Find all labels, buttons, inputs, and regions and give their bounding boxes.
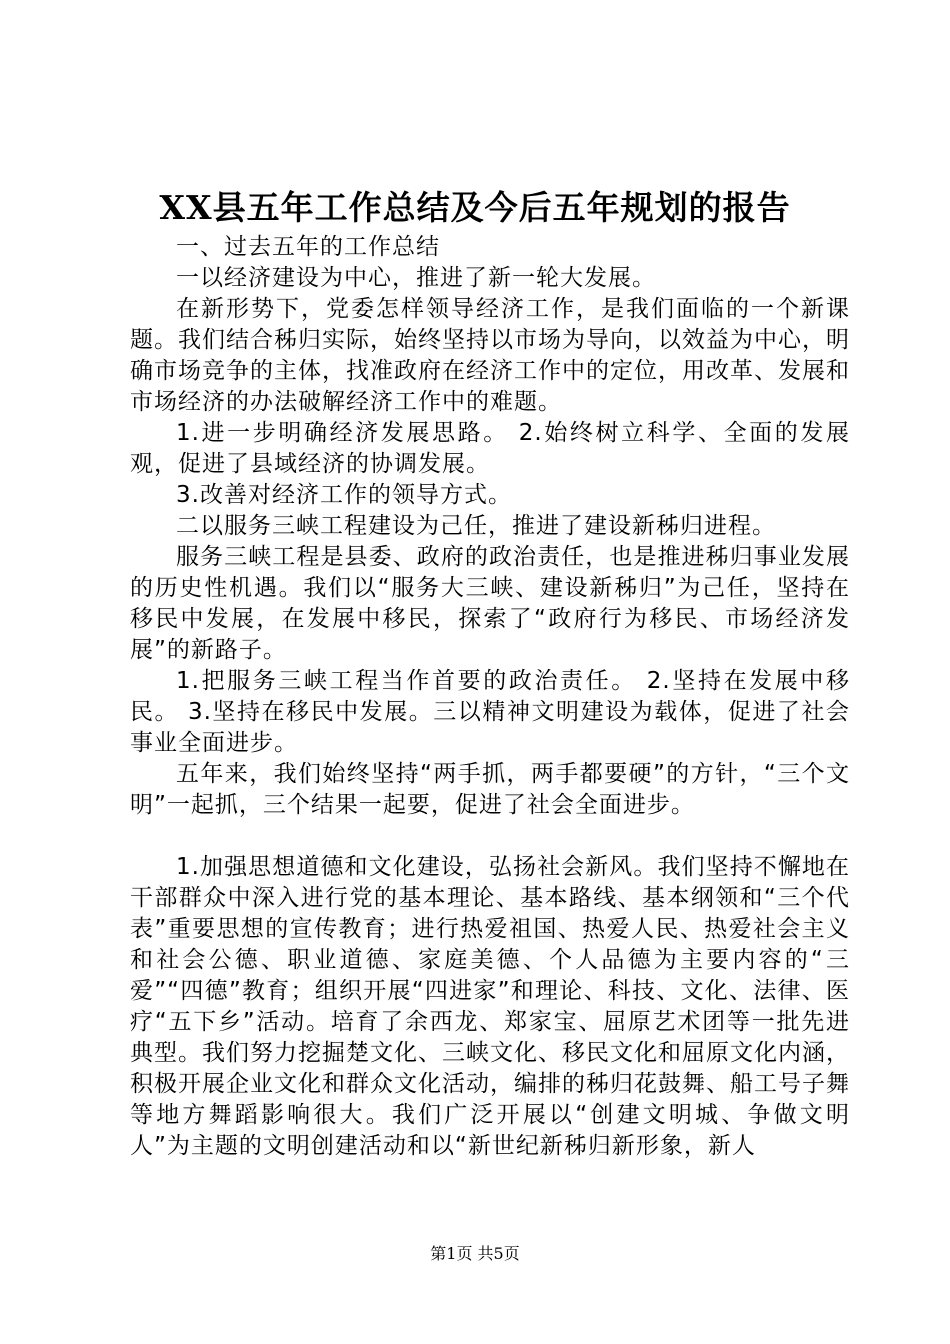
body-paragraph: 五年来，我们始终坚持“两手抓，两手都要硬”的方针，“三个文明”一起抓，三个结果一起要，促进了社会全面进步。 bbox=[130, 761, 850, 818]
subsection-heading: 二以服务三峡工程建设为己任，推进了建设新秭归进程。 bbox=[176, 513, 776, 539]
subsection-heading: 一以经济建设为中心，推进了新一轮大发展。 bbox=[176, 265, 656, 291]
body-paragraph: 1.进一步明确经济发展思路。 2.始终树立科学、全面的发展观，促进了县域经济的协调发展。 bbox=[130, 420, 850, 477]
document-title: XX县五年工作总结及今后五年规划的报告 bbox=[159, 188, 791, 227]
body-paragraph: 1.加强思想道德和文化建设，弘扬社会新风。我们坚持不懈地在干部群众中深入进行党的基本理论、基本路线、基本纲领和“三个代表”重要思想的宣传教育；进行热爱祖国、热爱人民、热爱社会主义和社会公德、职业道德、家庭美德、个人品德为主要内容的“三爱”“四德”教育；组织开展“四进家”和理论、科技、文化、法律、医疗“五下乡”活动。培育了余西龙、郑家宝、屈原艺术团等一批先进典型。我们努力挖掘楚文化、三峡文化、移民文化和屈原文化内涵，积极开展企业文化和群众文化活动，编排的秭归花鼓舞、船工号子舞等地方舞蹈影响很大。我们广泛开展以“创建文明城、争做文明人”为主题的文明创建活动和以“新世纪新秭归新形象，新人 bbox=[130, 854, 850, 1159]
body-paragraph: 服务三峡工程是县委、政府的政治责任，也是推进秭归事业发展的历史性机遇。我们以“服务大三峡、建设新秭归”为己任，坚持在移民中发展，在发展中移民，探索了“政府行为移民、市场经济发展”的新路子。 bbox=[130, 544, 850, 663]
document-body bbox=[130, 232, 850, 1162]
page-footer: 第1页 共5页 bbox=[430, 1244, 520, 1263]
body-paragraph: 在新形势下，党委怎样领导经济工作，是我们面临的一个新课题。我们结合秭归实际，始终坚持以市场为导向，以效益为中心，明确市场竞争的主体，找准政府在经济工作中的定位，用改革、发展和市场经济的办法破解经济工作中的难题。 bbox=[130, 296, 850, 415]
body-paragraph: 1.把服务三峡工程当作首要的政治责任。 2.坚持在发展中移民。 3.坚持在移民中发展。三以精神文明建设为载体，促进了社会事业全面进步。 bbox=[130, 668, 850, 756]
body-paragraph: 3.改善对经济工作的领导方式。 bbox=[176, 482, 512, 508]
section-heading: 一、过去五年的工作总结 bbox=[176, 234, 440, 260]
